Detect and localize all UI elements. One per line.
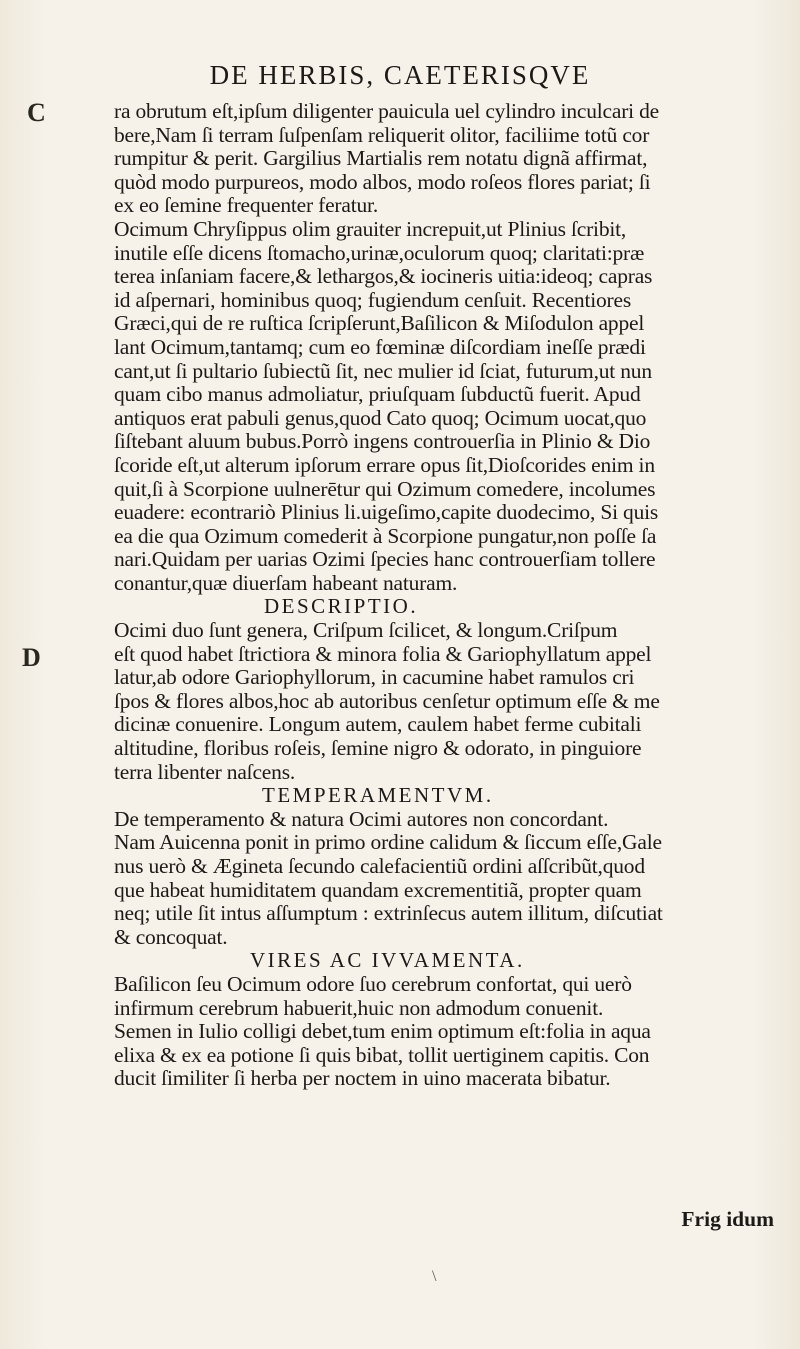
text-line: Nam Auicenna ponit in primo ordine calidum & ſiccum eſſe,Gale (114, 831, 662, 855)
text-line: ducit ſimiliter ſi herba per noctem in uino macerata bibatur. (114, 1067, 611, 1091)
text-line: id aſpernari, hominibus quoq; fugiendum cenſuit. Recentiores (114, 288, 632, 312)
section-heading-descriptio: DESCRIPTIO. (264, 594, 419, 619)
foot-mark: \ (432, 1268, 437, 1285)
text-line: Baſilicon ſeu Ocimum odore ſuo cerebrum confortat, qui uerò (114, 972, 632, 996)
text-line: rumpitur & perit. Gargilius Martialis rem notatu dignã affirmat, (114, 147, 648, 171)
text-line: inutile eſſe dicens ſtomacho,urinæ,oculorum quoq; claritati:præ (114, 241, 645, 265)
text-line: ſcoride eſt,ut alterum ipſorum errare opus ſit,Dioſcorides enim in (114, 453, 655, 477)
text-line: quit,ſi à Scorpione uulnerētur qui Ozimum comedere, incolumes (114, 477, 656, 501)
text-line: Ocimum Chryſippus olim grauiter increpuit,ut Plinius ſcribit, (114, 217, 627, 241)
margin-letter-c: C (27, 98, 46, 127)
text-line: nus uerò & Ægineta ſecundo calefacientiũ ordini aſſcribũt,quod (114, 855, 645, 878)
catchword: Frig idum (681, 1207, 774, 1231)
text-line: nari.Quidam per uarias Ozimi ſpecies hanc controuerſiam tollere (114, 548, 656, 572)
text-line: Semen in Iulio colligi debet,tum enim optimum eſt:folia in aqua (114, 1020, 651, 1044)
text-line: terea inſaniam facere,& lethargos,& iocineris uitia:ideoq; capras (114, 265, 653, 289)
text-line: antiquos erat pabuli genus,quod Cato quoq; Ocimum uocat,quo (114, 406, 647, 430)
text-line: latur,ab odore Gariophyllorum, in cacumine habet ramulos cri (114, 666, 635, 690)
text-line: ſpos & flores albos,hoc ab autoribus cenſetur optimum eſſe & me (114, 689, 660, 713)
text-line: ex eo ſemine frequenter feratur. (114, 194, 378, 218)
text-line: cant,ut ſi pultario ſubiectũ ſit, nec mulier id ſciat, futurum,ut nun (114, 359, 652, 383)
text-line: lant Ocimum,tantamq; cum eo fœminæ diſcordiam ineſſe prædi (114, 335, 646, 359)
text-line: De temperamento & natura Ocimi autores non concordant. (114, 807, 609, 831)
text-line: bere,Nam ſi terram ſuſpenſam reliquerit olitor, faciliime totũ cor (114, 123, 650, 147)
text-line: eſt quod habet ſtrictiora & minora folia & Gariophyllatum appel (114, 642, 652, 666)
text-line: ra obrutum eſt,ipſum diligenter pauicula uel cylindro inculcari de (114, 100, 660, 123)
margin-letter-d: D (22, 643, 41, 672)
text-line: euadere: econtrariò Plinius li.uigeſimo,capite duodecimo, Si quis (114, 501, 659, 525)
text-line: quam cibo manus admoliatur, priuſquam ſubductũ fuerit. Apud (114, 383, 641, 407)
running-header: DE HERBIS, CAETERISQVE (209, 60, 591, 90)
text-line: & concoquat. (114, 925, 228, 949)
text-line: Ocimi duo ſunt genera, Criſpum ſcilicet, & longum.Criſpum (114, 619, 618, 643)
text-line: neq; utile ſit intus aſſumptum : extrinſecus autem illitum, diſcutiat (114, 902, 663, 926)
text-line: Græci,qui de re ruſtica ſcripſerunt,Baſilicon & Miſodulon appel (114, 312, 645, 336)
text-line: altitudine, floribus roſeis, ſemine nigro & odorato, in pinguiore (114, 737, 642, 761)
text-line: terra libenter naſcens. (114, 760, 296, 784)
text-line: conantur,quæ diuerſam habeant naturam. (114, 571, 458, 595)
body-text (114, 100, 786, 1091)
section-heading-temperamentum: TEMPERAMENTVM. (262, 783, 494, 808)
section-heading-vires: VIRES AC IVVAMENTA. (250, 948, 525, 973)
text-line: quòd modo purpureos, modo albos, modo roſeos flores pariat; ſi (114, 170, 651, 194)
text-line: ea die qua Ozimum comederit à Scorpione pungatur,non poſſe ſa (114, 524, 657, 548)
text-line: elixa & ex ea potione ſi quis bibat, tollit uertiginem capitis. Con (114, 1043, 650, 1067)
text-line: infirmum cerebrum habuerit,huic non admodum conuenit. (114, 996, 604, 1020)
text-line: dicinæ conuenire. Longum autem, caulem habet ferme cubitali (114, 713, 642, 737)
text-line: ſiſtebant aluum bubus.Porrò ingens controuerſia in Plinio & Dio (114, 430, 651, 454)
text-line: que habeat humiditatem quandam excrementitiã, propter quam (114, 878, 642, 902)
